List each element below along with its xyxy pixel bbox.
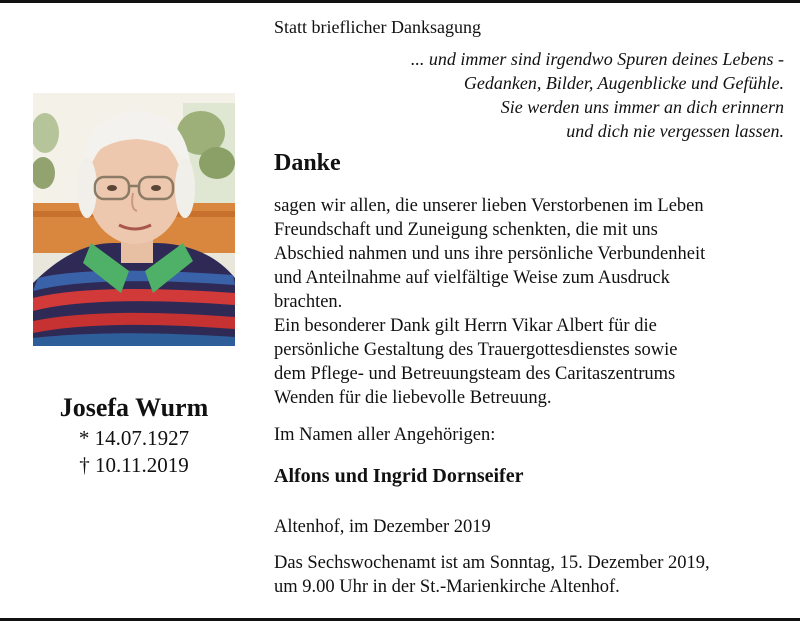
text-column (274, 17, 784, 597)
body-line: Freundschaft und Zuneigung schenkten, die mit uns (274, 220, 658, 240)
quote-line: ... und immer sind irgendwo Spuren deines Lebens - (410, 49, 784, 69)
body-line: persönliche Gestaltung des Trauergottesdienstes sowie (274, 340, 678, 360)
quote-line: und dich nie vergessen lassen. (566, 121, 784, 141)
body-line: sagen wir allen, die unserer lieben Verstorbenen im Leben (274, 196, 704, 216)
quote-line: Gedanken, Bilder, Augenblicke und Gefühle. (463, 73, 784, 93)
service-announcement (274, 551, 784, 599)
body-line: Ein besonderer Dank gilt Herrn Vikar Albert für die (274, 316, 657, 336)
on-behalf-line: Im Namen aller Angehörigen: (274, 425, 496, 445)
intro-line: Statt brieflicher Danksagung (274, 17, 481, 37)
memorial-quote (314, 47, 784, 143)
service-line: um 9.00 Uhr in der St.-Marienkirche Altenhof. (274, 577, 620, 597)
death-date: † 10.11.2019 (79, 453, 189, 477)
body-line: dem Pflege- und Betreuungsteam des Caritaszentrums (274, 364, 676, 384)
place-date-line: Altenhof, im Dezember 2019 (274, 517, 491, 537)
quote-line: Sie werden uns immer an dich erinnern (500, 97, 784, 117)
birth-date: * 14.07.1927 (78, 426, 190, 450)
portrait-photo (33, 93, 235, 346)
body-line: brachten. (274, 292, 343, 312)
signers-names: Alfons und Ingrid Dornseifer (274, 465, 524, 487)
thanks-body (274, 194, 784, 410)
deceased-block (0, 393, 268, 479)
thanks-heading: Danke (274, 150, 341, 176)
deceased-name: Josefa Wurm (59, 393, 209, 422)
body-line: Wenden für die liebevolle Betreuung. (274, 388, 552, 408)
body-line: und Anteilnahme auf vielfältige Weise zum Ausdruck (274, 268, 670, 288)
body-line: Abschied nahmen und uns ihre persönliche Verbundenheit (274, 244, 706, 264)
service-line: Das Sechswochenamt ist am Sonntag, 15. Dezember 2019, (274, 553, 710, 573)
